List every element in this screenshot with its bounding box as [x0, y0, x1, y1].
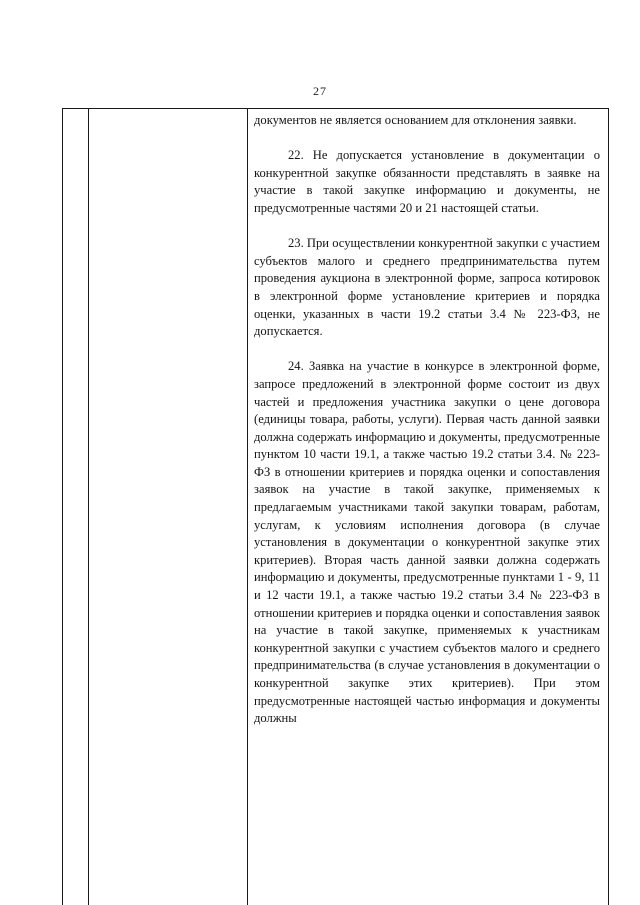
- table-left-border: [62, 108, 63, 905]
- paragraph-text: документов не является основанием для отклонения заявки.: [254, 113, 577, 127]
- table-column-divider-2: [247, 108, 248, 905]
- table-right-border: [608, 108, 609, 905]
- paragraph-text: 23. При осуществлении конкурентной закупки с участием субъектов малого и среднего предпринимательства путем проведения аукциона в электронной форме, запроса котировок в электронной форме установление критериев и порядка оценки, указанных в части 19.2 статьи 3.4 № 223-ФЗ, не допускается.: [254, 236, 600, 339]
- page-number: 27: [313, 84, 327, 98]
- paragraph-continuation: [254, 112, 600, 130]
- paragraph-text: 24. Заявка на участие в конкурсе в электронной форме, запросе предложений в электронной форме состоит из двух частей и предложения участника закупки о цене договора (единицы товара, работы, услуги). Первая часть данной заявки должна содержать информацию и документы, предусмотренные пунктом 10 части 19.1, а также частью 19.2 статьи 3.4. № 223-ФЗ в отношении критериев и порядка оценки и сопоставления заявок на участие в такой закупке, применяемых к предлагаемым участниками такой закупки товарам, работам, услугам, к условиям исполнения договора (в случае установления в документации о конкурентной закупке этих критериев). Вторая часть данной заявки должна содержать информацию и документы, предусмотренные пунктами 1 - 9, 11 и 12 части 19.1, а также частью 19.2 статьи 3.4 № 223-ФЗ в отношении критериев и порядка оценки и сопоставления заявок на участие в такой закупке, применяемых к участникам конкурентной закупки с участием субъектов малого и среднего предпринимательства (в случае установления в документации о конкурентной закупке этих критериев). При этом предусмотренные настоящей частью информация и документы должны: [254, 359, 600, 726]
- paragraph-22: [254, 147, 600, 217]
- paragraph-24: [254, 358, 600, 727]
- paragraph-23: [254, 235, 600, 341]
- paragraph-text: 22. Не допускается установление в документации о конкурентной закупке обязанности представлять в заявке на участие в такой закупке информацию и документы, не предусмотренные частями 20 и 21 настоящей статьи.: [254, 148, 600, 215]
- document-text-column: [254, 112, 600, 728]
- table-column-divider-1: [88, 108, 89, 905]
- table-top-border: [62, 108, 609, 109]
